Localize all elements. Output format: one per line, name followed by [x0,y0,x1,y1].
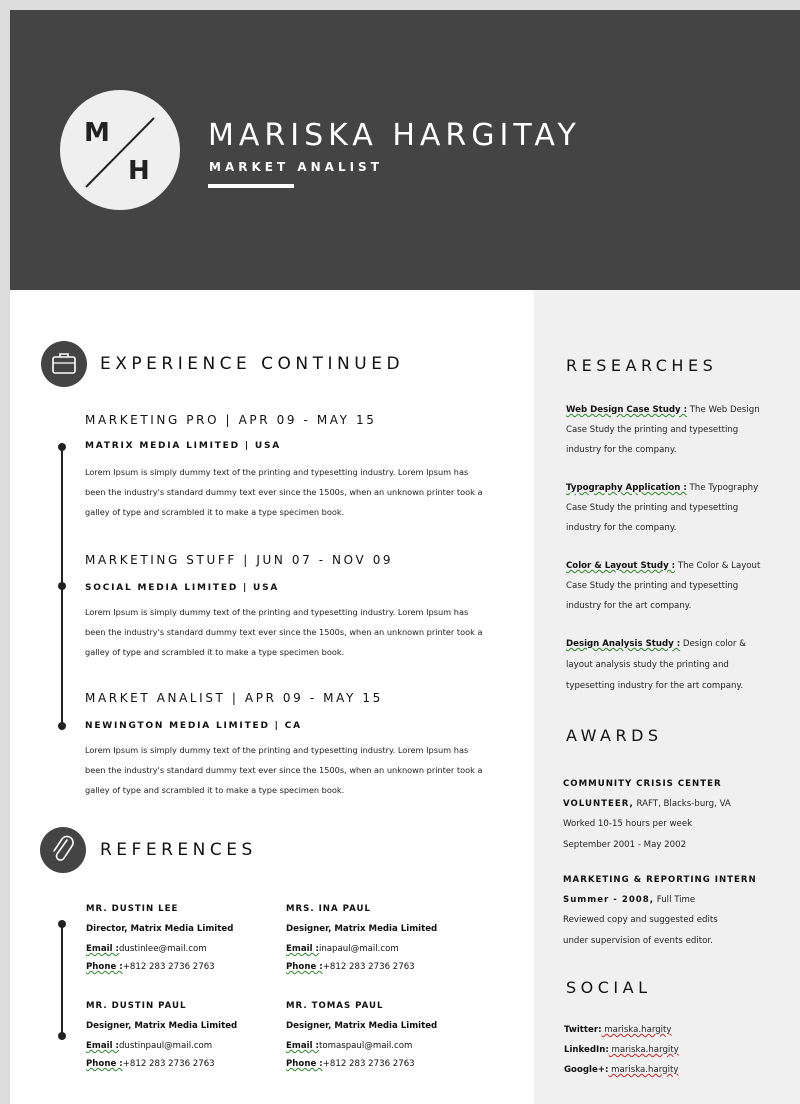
research-item [566,400,766,460]
award-line [563,794,773,814]
reference-name: MR. TOMAS PAUL [286,1001,384,1011]
references-timeline [61,923,63,1039]
research-item [566,478,766,538]
job-title: MARKETING PRO | APR 09 - MAY 15 [85,413,377,427]
reference-email [286,1040,486,1058]
research-text: Design color & [680,639,746,649]
monogram-letter-top: M [84,118,110,148]
award-line: September 2001 - May 2002 [563,840,687,850]
research-text: The Web Design [687,405,760,415]
timeline-dot [58,722,66,730]
social-label: Google+: [564,1065,609,1075]
reference-name: MR. DUSTIN LEE [86,904,179,914]
desc-line: galley of type and scrambled it to make a type specimen book. [85,507,345,517]
monogram-logo [60,90,180,210]
job-title: MARKETING STUFF | JUN 07 - NOV 09 [85,553,394,567]
award-detail: Full Time [654,895,696,905]
awards-title: AWARDS [566,726,663,745]
phone-value: +812 283 2736 2763 [122,962,215,972]
job-title: MARKET ANALIST | APR 09 - MAY 15 [85,691,383,705]
phone-label: Phone : [86,1059,123,1069]
job-company: MATRIX MEDIA LIMITED | USA [85,441,281,451]
award-subheading: VOLUNTEER, [563,799,634,809]
research-text: The Typography [686,483,759,493]
award-line: Worked 10-15 hours per week [563,819,693,829]
award-line: Reviewed copy and suggested edits [563,915,718,925]
timeline-dot [58,920,66,928]
desc-line: been the industry's standard dummy text ever since the 1500s, when an unknown printer took a [85,487,483,497]
reference-name: MR. DUSTIN PAUL [86,1001,187,1011]
research-line: Case Study the printing and typesetting [566,503,739,513]
desc-line: Lorem Ipsum is simply dummy text of the printing and typesetting industry. Lorem Ipsum has [85,467,469,477]
candidate-role: MARKET ANALIST [209,160,383,174]
reference-card [86,1000,286,1076]
social-handle: mariska.hargity [608,1045,679,1055]
research-line [566,634,766,655]
experience-title: EXPERIENCE CONTINUED [100,354,405,374]
social-label: Twitter: [564,1025,602,1035]
phone-label: Phone : [286,1059,323,1069]
email-label: Email : [86,1041,119,1051]
paperclip-icon [40,827,86,873]
reference-position: Designer, Matrix Media Limited [86,1021,238,1031]
references-title: REFERENCES [100,840,257,860]
award-subheading: Summer - 2008, [563,895,655,905]
timeline-dot [58,443,66,451]
research-line: Case Study the printing and typesetting [566,425,739,435]
monogram-letter-bottom: H [128,156,150,186]
phone-value: +812 283 2736 2763 [122,1059,215,1069]
social-label: LinkedIn: [564,1045,609,1055]
phone-value: +812 283 2736 2763 [322,1059,415,1069]
job-company: SOCIAL MEDIA LIMITED | USA [85,583,280,593]
email-value: dustinpaul@mail.com [118,1041,213,1051]
reference-email [86,943,286,961]
award-line: under supervision of events editor. [563,936,713,946]
candidate-name: MARISKA HARGITAY [208,118,581,153]
email-value: inapaul@mail.com [318,944,399,954]
research-line [566,556,766,576]
researches-title: RESEARCHES [566,356,718,375]
research-label: Design Analysis Study : [566,639,681,649]
email-label: Email : [286,944,319,954]
social-twitter [564,1020,679,1040]
reference-card [286,1000,486,1076]
social-linkedin [564,1040,679,1060]
award-item [563,774,773,856]
desc-line: been the industry's standard dummy text ever since the 1500s, when an unknown printer took a [85,627,483,637]
phone-label: Phone : [86,962,123,972]
timeline-dot [58,1032,66,1040]
research-line: industry for the art company. [566,601,692,611]
research-label: Typography Application : [566,483,687,493]
reference-phone [286,961,486,979]
role-underline [208,184,294,188]
email-value: dustinlee@mail.com [118,944,207,954]
reference-position: Director, Matrix Media Limited [86,924,234,934]
email-label: Email : [86,944,119,954]
research-line: Case Study the printing and typesetting [566,581,739,591]
job-description [85,462,515,522]
timeline-dot [58,582,66,590]
research-label: Color & Layout Study : [566,561,676,571]
social-handle: mariska.hargity [608,1065,679,1075]
research-line [566,478,766,498]
award-detail: RAFT, Blacks-burg, VA [633,799,731,809]
research-line: layout analysis study the printing and [566,660,729,670]
social-googleplus [564,1060,679,1080]
desc-line: Lorem Ipsum is simply dummy text of the printing and typesetting industry. Lorem Ipsum has [85,607,469,617]
social-handle: mariska.hargity [601,1025,672,1035]
monogram-slash [60,90,180,210]
job-description [85,602,515,662]
phone-label: Phone : [286,962,323,972]
research-text: The Color & Layout [675,561,761,571]
desc-line: galley of type and scrambled it to make a type specimen book. [85,785,345,795]
reference-email [86,1040,286,1058]
email-value: tomaspaul@mail.com [318,1041,413,1051]
reference-phone [86,1058,286,1076]
research-item [566,634,766,697]
reference-phone [86,961,286,979]
email-label: Email : [286,1041,319,1051]
reference-card [86,903,286,979]
desc-line: galley of type and scrambled it to make a type specimen book. [85,647,345,657]
reference-position: Designer, Matrix Media Limited [286,1021,438,1031]
job-description [85,740,515,800]
research-line: typesetting industry for the art company. [566,681,744,691]
reference-position: Designer, Matrix Media Limited [286,924,438,934]
social-title: SOCIAL [566,978,652,997]
reference-email [286,943,486,961]
desc-line: been the industry's standard dummy text ever since the 1500s, when an unknown printer took a [85,765,483,775]
resume-page [10,10,800,1104]
research-line: industry for the company. [566,523,677,533]
award-item [563,870,773,952]
header-banner [10,10,800,290]
research-label: Web Design Case Study : [566,405,688,415]
award-heading: MARKETING & REPORTING INTERN [563,875,757,885]
research-item [566,556,766,616]
reference-name: MRS. INA PAUL [286,904,371,914]
reference-card [286,903,486,979]
research-line [566,400,766,420]
job-company: NEWINGTON MEDIA LIMITED | CA [85,721,302,731]
research-line: industry for the company. [566,445,677,455]
award-heading: COMMUNITY CRISIS CENTER [563,779,722,789]
briefcase-icon [41,341,87,387]
desc-line: Lorem Ipsum is simply dummy text of the printing and typesetting industry. Lorem Ipsum has [85,745,469,755]
reference-phone [286,1058,486,1076]
phone-value: +812 283 2736 2763 [322,962,415,972]
social-list [564,1020,679,1080]
award-line [563,890,773,910]
